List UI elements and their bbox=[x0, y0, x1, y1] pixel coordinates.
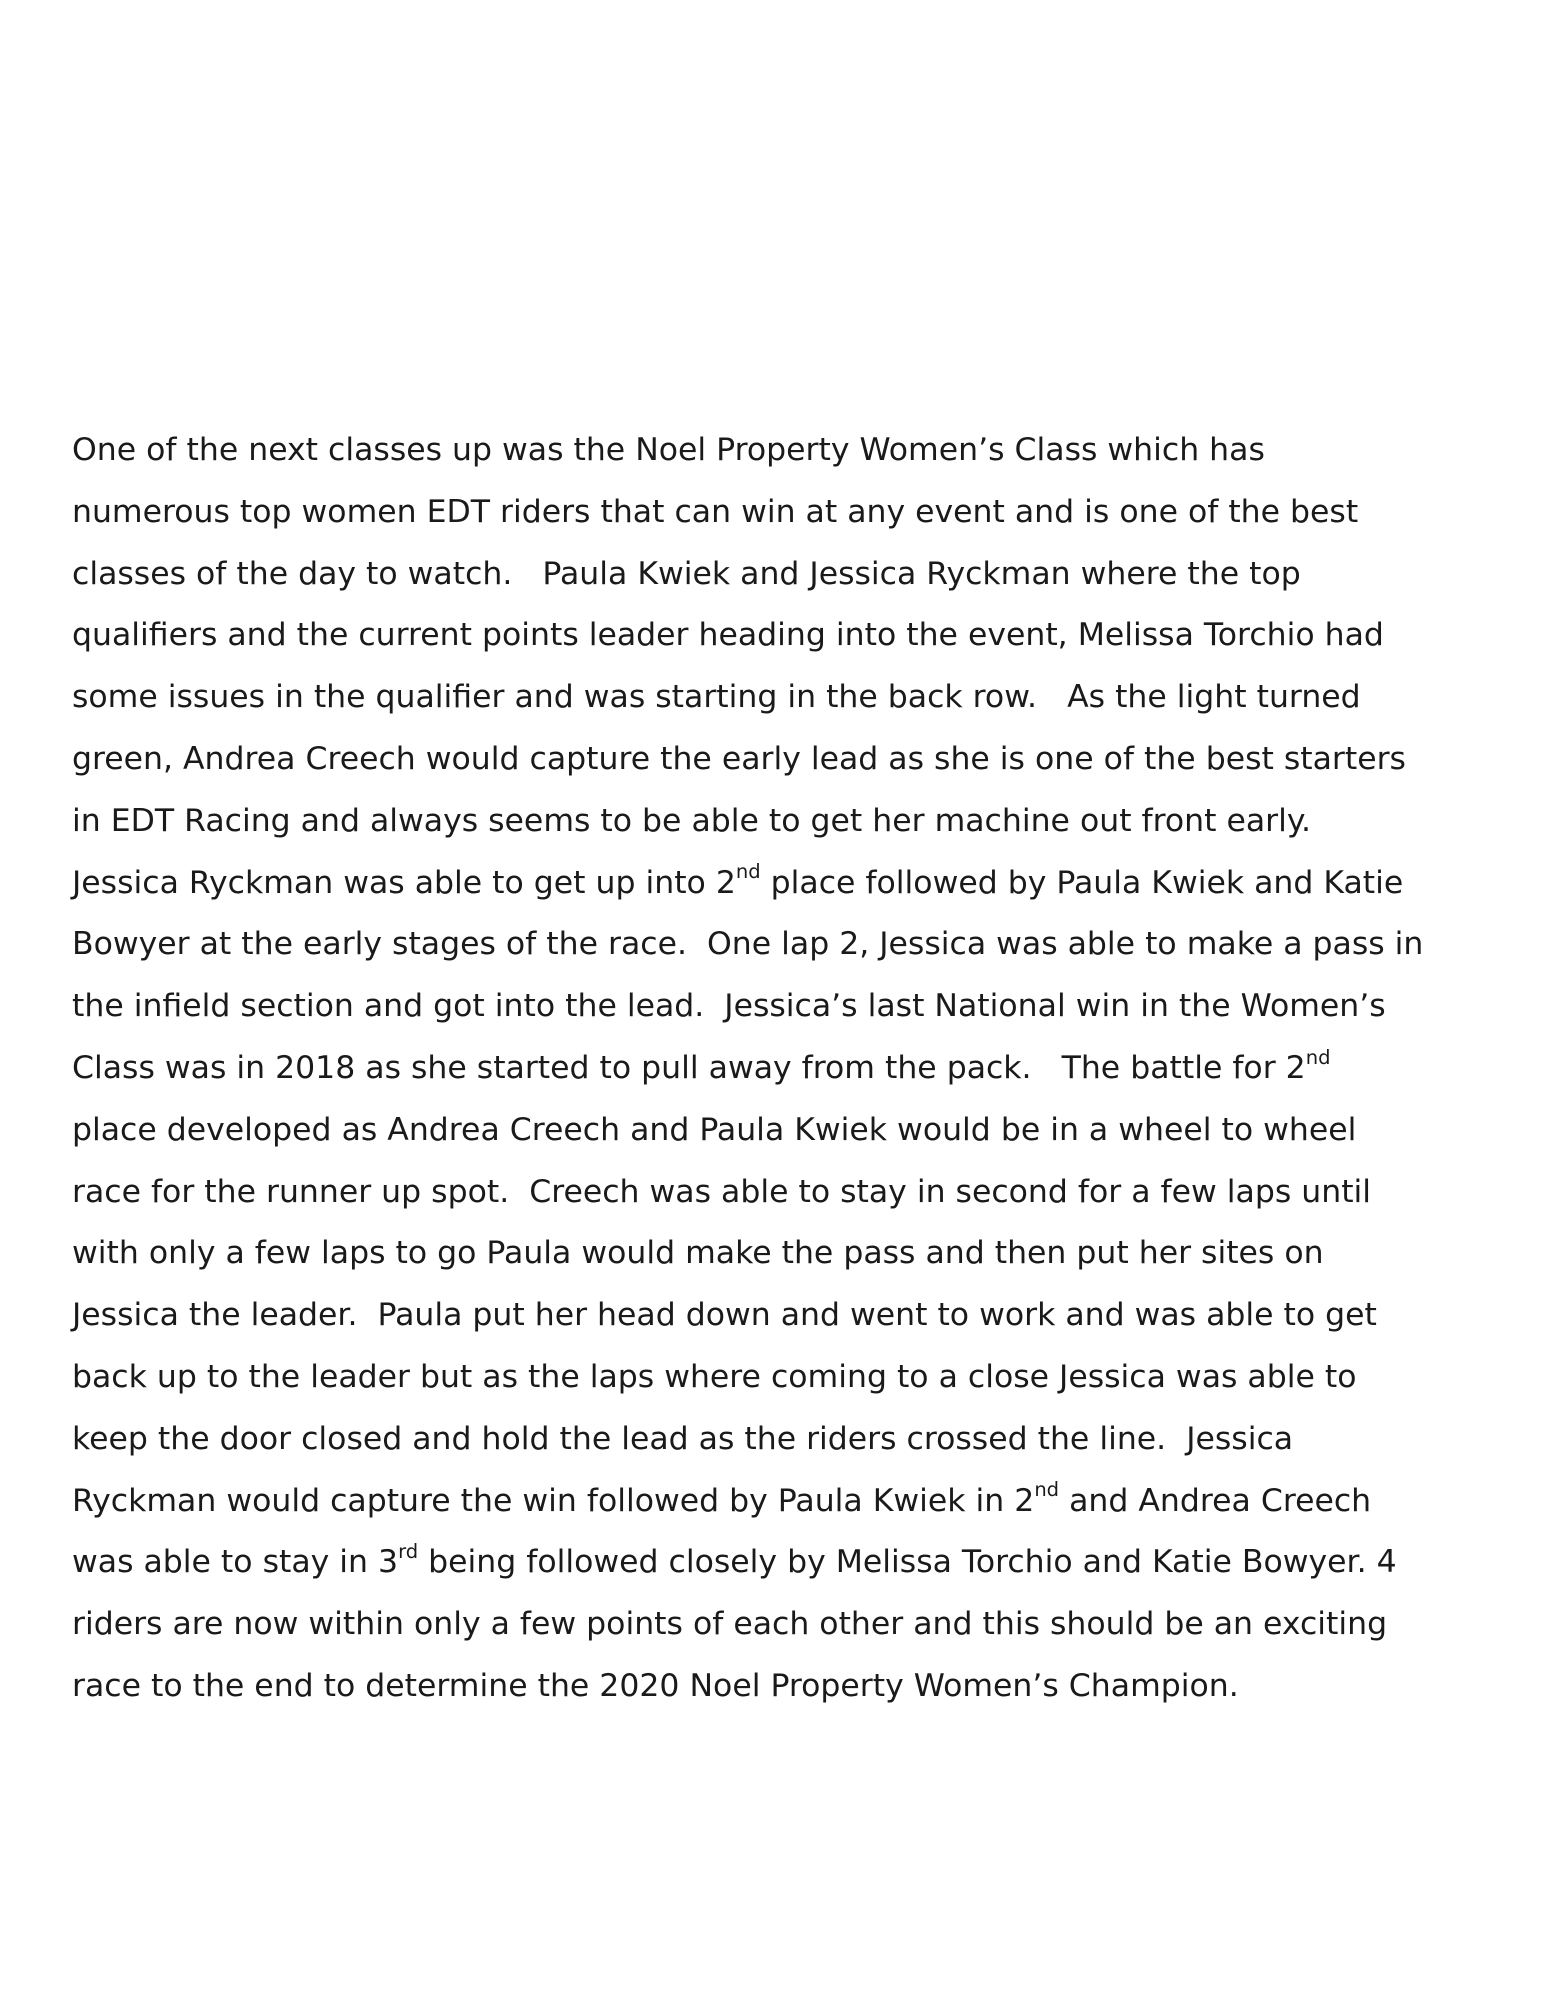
text-line bbox=[72, 853, 1492, 915]
text-run: One of the next classes up was the Noel Property Women’s Class which has bbox=[72, 432, 1265, 468]
article-paragraph bbox=[72, 420, 1492, 1718]
ordinal-suffix: rd bbox=[398, 1539, 419, 1563]
text-run: riders are now within only a few points of each other and this should be an exciting bbox=[72, 1606, 1388, 1643]
text-run: place followed by Paula Kwiek and Katie bbox=[760, 864, 1404, 901]
text-line bbox=[72, 1285, 1492, 1347]
text-run: in EDT Racing and always seems to be able to get her machine out front early. bbox=[72, 802, 1312, 839]
text-run: keep the door closed and hold the lead as the riders crossed the line. Jessica bbox=[72, 1420, 1294, 1457]
text-run: back up to the leader but as the laps where coming to a close Jessica was able to bbox=[72, 1358, 1357, 1395]
text-line bbox=[72, 976, 1492, 1038]
text-run: classes of the day to watch. Paula Kwiek and Jessica Ryckman where the top bbox=[72, 555, 1301, 592]
text-run: Jessica the leader. Paula put her head down and went to work and was able to get bbox=[72, 1297, 1377, 1334]
text-run: being followed closely by Melissa Torchio and Katie Bowyer. 4 bbox=[418, 1544, 1397, 1581]
text-run: race to the end to determine the 2020 Noel Property Women’s Champion. bbox=[72, 1667, 1239, 1704]
ordinal-suffix: nd bbox=[1034, 1478, 1060, 1502]
text-run: and Andrea Creech bbox=[1059, 1482, 1372, 1519]
text-line bbox=[72, 605, 1492, 667]
text-line bbox=[72, 1471, 1492, 1533]
text-line bbox=[72, 1100, 1492, 1162]
text-line bbox=[72, 791, 1492, 853]
text-run: Bowyer at the early stages of the race. One lap 2, Jessica was able to make a pass in bbox=[72, 926, 1424, 963]
text-line bbox=[72, 482, 1492, 544]
text-line bbox=[72, 1656, 1492, 1718]
text-line bbox=[72, 729, 1492, 791]
text-line bbox=[72, 914, 1492, 976]
text-line bbox=[72, 1594, 1492, 1656]
ordinal-suffix: nd bbox=[735, 860, 761, 884]
text-run: Jessica Ryckman was able to get up into 2 bbox=[72, 864, 736, 901]
text-run: was able to stay in 3 bbox=[72, 1544, 399, 1581]
text-run: Class was in 2018 as she started to pull away from the pack. The battle for 2 bbox=[72, 1049, 1306, 1086]
text-run: qualifiers and the current points leader heading into the event, Melissa Torchio had bbox=[72, 617, 1384, 654]
text-line bbox=[72, 420, 1492, 482]
text-line bbox=[72, 1532, 1492, 1594]
text-run: race for the runner up spot. Creech was able to stay in second for a few laps until bbox=[72, 1173, 1372, 1210]
text-run: the infield section and got into the lead. Jessica’s last National win in the Women’s bbox=[72, 988, 1386, 1025]
text-run: Ryckman would capture the win followed by Paula Kwiek in 2 bbox=[72, 1482, 1035, 1519]
text-line bbox=[72, 544, 1492, 606]
text-run: numerous top women EDT riders that can win at any event and is one of the best bbox=[72, 493, 1359, 530]
text-line bbox=[72, 1223, 1492, 1285]
text-run: place developed as Andrea Creech and Paula Kwiek would be in a wheel to wheel bbox=[72, 1111, 1357, 1148]
text-line bbox=[72, 1162, 1492, 1224]
text-line bbox=[72, 667, 1492, 729]
text-line bbox=[72, 1347, 1492, 1409]
text-line bbox=[72, 1038, 1492, 1100]
text-run: green, Andrea Creech would capture the early lead as she is one of the best starters bbox=[72, 740, 1406, 777]
text-line bbox=[72, 1409, 1492, 1471]
text-run: some issues in the qualifier and was starting in the back row. As the light turned bbox=[72, 679, 1361, 716]
ordinal-suffix: nd bbox=[1305, 1045, 1331, 1069]
text-run: with only a few laps to go Paula would make the pass and then put her sites on bbox=[72, 1235, 1324, 1272]
